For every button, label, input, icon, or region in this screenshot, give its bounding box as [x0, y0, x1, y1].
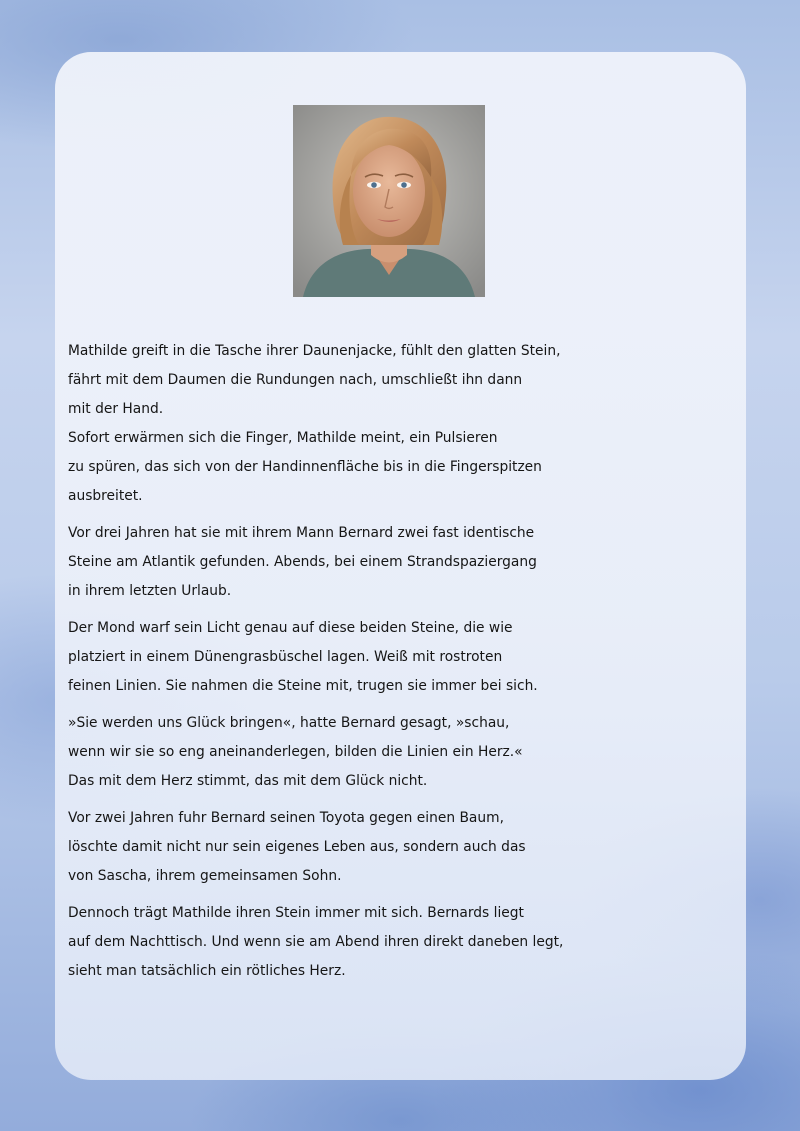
- paragraph: [68, 804, 758, 891]
- text-line: feinen Linien. Sie nahmen die Steine mit, trugen sie immer bei sich.: [68, 678, 538, 694]
- text-line: löschte damit nicht nur sein eigenes Leben aus, sondern auch das: [68, 839, 526, 855]
- text-line: von Sascha, ihrem gemeinsamen Sohn.: [68, 868, 342, 884]
- paragraph: [68, 899, 758, 986]
- paragraph: [68, 709, 758, 796]
- text-line: in ihrem letzten Urlaub.: [68, 583, 232, 599]
- text-line: Der Mond warf sein Licht genau auf diese beiden Steine, die wie: [68, 620, 513, 636]
- text-line: platziert in einem Dünengrasbüschel lagen. Weiß mit rostroten: [68, 649, 503, 665]
- text-line: Sofort erwärmen sich die Finger, Mathilde meint, ein Pulsieren: [68, 430, 498, 446]
- paragraph: [68, 337, 758, 511]
- text-line: Steine am Atlantik gefunden. Abends, bei einem Strandspaziergang: [68, 554, 537, 570]
- text-line: sieht man tatsächlich ein rötliches Herz.: [68, 963, 346, 979]
- paragraph: [68, 519, 758, 606]
- text-line: wenn wir sie so eng aneinanderlegen, bilden die Linien ein Herz.«: [68, 744, 523, 760]
- text-line: ausbreitet.: [68, 488, 143, 504]
- text-line: Mathilde greift in die Tasche ihrer Daunenjacke, fühlt den glatten Stein,: [68, 343, 561, 359]
- text-line: Dennoch trägt Mathilde ihren Stein immer mit sich. Bernards liegt: [68, 905, 524, 921]
- portrait-image: [293, 105, 485, 297]
- paragraph: [68, 614, 758, 701]
- text-line: Vor zwei Jahren fuhr Bernard seinen Toyota gegen einen Baum,: [68, 810, 504, 826]
- text-line: »Sie werden uns Glück bringen«, hatte Bernard gesagt, »schau,: [68, 715, 510, 731]
- text-line: mit der Hand.: [68, 401, 164, 417]
- text-line: Vor drei Jahren hat sie mit ihrem Mann Bernard zwei fast identische: [68, 525, 535, 541]
- text-line: Das mit dem Herz stimmt, das mit dem Glück nicht.: [68, 773, 428, 789]
- text-line: zu spüren, das sich von der Handinnenfläche bis in die Fingerspitzen: [68, 459, 542, 475]
- text-line: auf dem Nachttisch. Und wenn sie am Abend ihren direkt daneben legt,: [68, 934, 564, 950]
- text-line: fährt mit dem Daumen die Rundungen nach, umschließt ihn dann: [68, 372, 523, 388]
- story-text: [68, 337, 758, 994]
- woman-portrait-illustration: [293, 105, 485, 297]
